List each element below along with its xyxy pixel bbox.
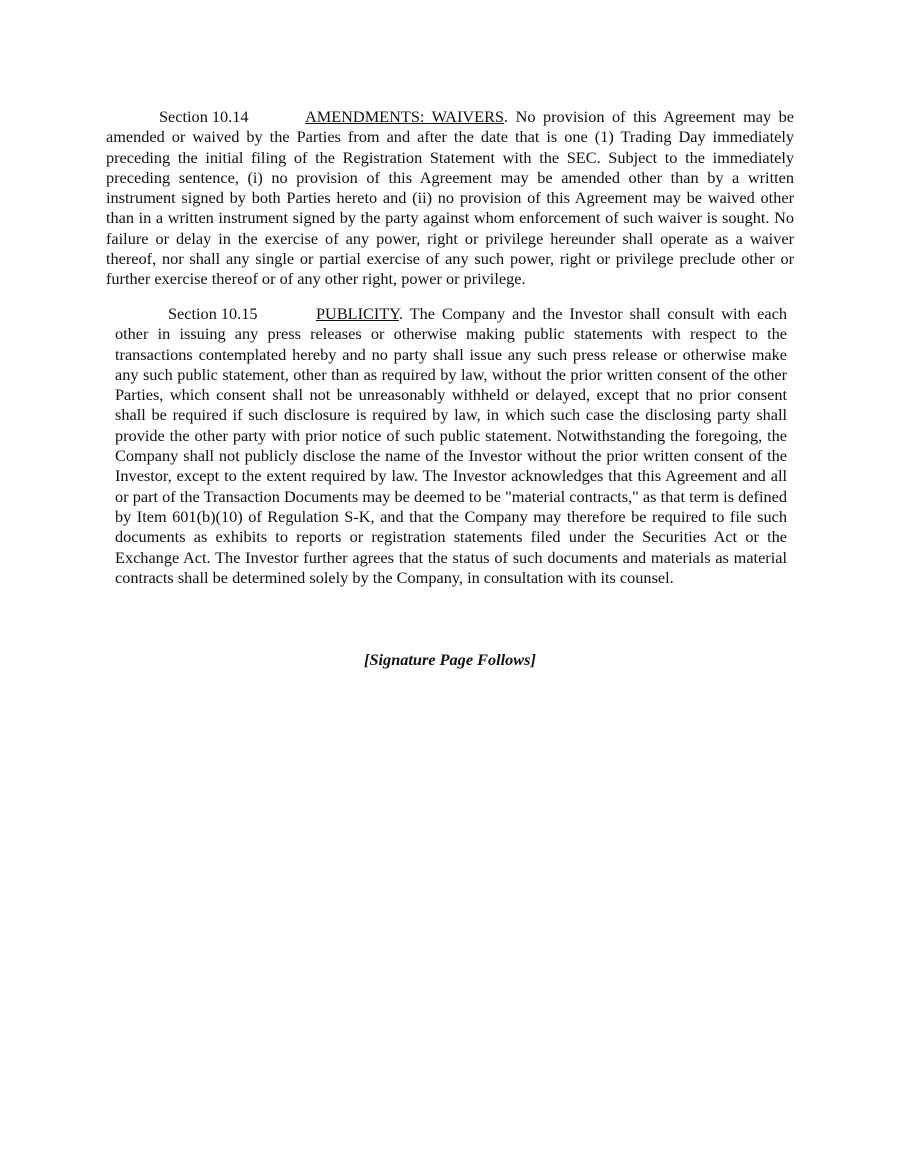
section-amendments-waivers — [106, 107, 794, 290]
section-heading: PUBLICITY — [316, 304, 399, 323]
section-number: Section 10.14 — [159, 107, 249, 126]
section-heading: AMENDMENTS: WAIVERS — [305, 107, 504, 126]
section-number: Section 10.15 — [168, 304, 258, 323]
section-body: . The Company and the Investor shall consult with each other in issuing any press releases or otherwise making public statements with respect to the transactions contemplated hereby and no party shall issue any such press release or otherwise make any such public statement, other than as required by law, without the prior written consent of the other Parties, which consent shall not be unreasonably withheld or delayed, except that no prior consent shall be required if such disclosure is required by law, in which such case the disclosing party shall provide the other party with prior notice of such public statement. Notwithstanding the foregoing, the Company shall not publicly disclose the name of the Investor without the prior written consent of the Investor, except to the extent required by law. The Investor acknowledges that this Agreement and all or part of the Transaction Documents may be deemed to be "material contracts," as that term is defined by Item 601(b)(10) of Regulation S-K, and that the Company may therefore be required to file such documents as exhibits to reports or registration statements filed under the Securities Act or the Exchange Act. The Investor further agrees that the status of such documents and materials as material contracts shall be determined solely by the Company, in consultation with its counsel. — [115, 304, 787, 587]
section-publicity — [115, 304, 787, 588]
section-body: . No provision of this Agreement may be amended or waived by the Parties from and after the date that is one (1) Trading Day immediately preceding the initial filing of the Registration Statement with the SEC. Subject to the immediately preceding sentence, (i) no provision of this Agreement may be amended other than by a written instrument signed by both Parties hereto and (ii) no provision of this Agreement may be waived other than in a written instrument signed by the party against whom enforcement of such waiver is sought. No failure or delay in the exercise of any power, right or privilege hereunder shall operate as a waiver thereof, nor shall any single or partial exercise of any such power, right or privilege preclude other or further exercise thereof or of any other right, power or privilege. — [106, 107, 794, 289]
signature-page-note: [Signature Page Follows] — [364, 650, 536, 669]
